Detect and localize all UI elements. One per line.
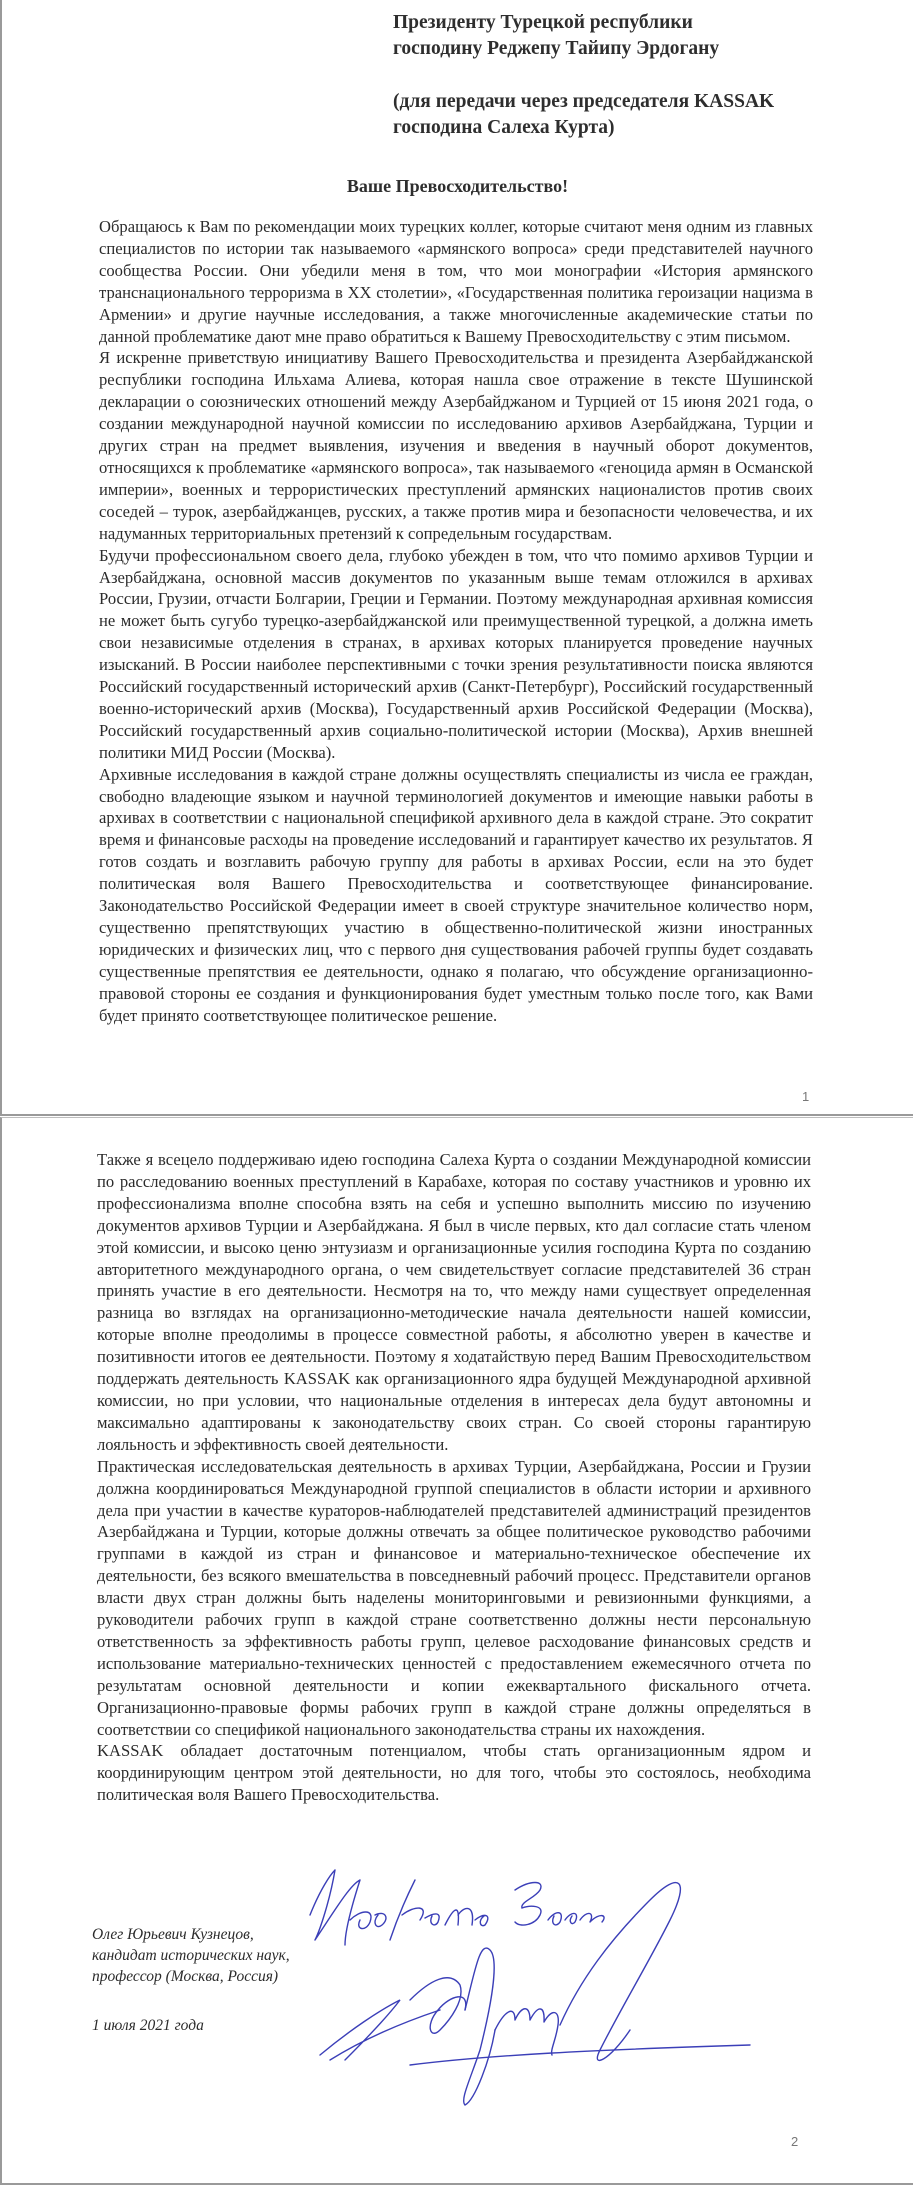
addressee-line: господина Салеха Курта) <box>393 117 615 138</box>
letter-date: 1 июля 2021 года <box>92 2017 204 2034</box>
paragraph: Архивные исследования в каждой стране должны осуществлять специалисты из числа ее граждан, свободно владеющие языком и научной терминологией документов и имеющие навыки работы в архивах в соответствии с национальной спецификой архивного дела в каждой стране. Это сократит время и финансовые расходы на проведение исследований и гарантирует качество их результатов. Я готов создать и возглавить рабочую группу для работы в архивах России, если на это будет политическая воля Вашего Превосходительства и соответствующее финансирование. Законодательство Российской Федерации имеет в своей структуре значительное количество норм, существенно препятствующих участию в общественно-политической жизни иностранных юридических и физических лиц, что с первого дня существования рабочей группы будет создавать существенные препятствия ее деятельности, однако я полагаю, что обсуждение организационно-правовой стороны ее создания и функционирования будет уместным только после того, как Вами будет принято соответствующее политическое решение. <box>99 764 813 1025</box>
page2-body <box>97 1149 811 1806</box>
paragraph: Также я всецело поддерживаю идею господина Салеха Курта о создании Международной комиссии по расследованию военных преступлений в Карабахе, которая по составу участников и уровню их профессионализма вполне способна взять на себя и успешно выполнить миссию по изучению документов архивов Турции и Азербайджана. Я был в числе первых, кто дал согласие стать членом этой комиссии, и высоко ценю энтузиазм и организационные усилия господина Курта по созданию авторитетного международного органа, о чем свидетельствует согласие представителей 36 стран принять участие в его деятельности. Несмотря на то, что между нами существует определенная разница во взглядах на организационно-методические начала деятельности нашей комиссии, которые вполне преодолимы в процессе совместной работы, я абсолютно уверен в качестве и позитивности итогов ее деятельности. Поэтому я ходатайствую перед Вашим Превосходительством поддержать деятельность KASSAK как организационного ядра будущей Международной архивной комиссии, но при условии, что национальные отделения в интересах дела будут автономны и максимально адаптированы к законодательству своих стран. Со своей стороны гарантирую лояльность и эффективность своей деятельности. <box>97 1150 811 1454</box>
addressee-line: Президенту Турецкой республики <box>393 12 693 33</box>
paragraph: Я искренне приветствую инициативу Вашего Превосходительства и президента Азербайджанской республики господина Ильхама Алиева, которая нашла свое отражение в тексте Шушинской декларации о союзнических отношений между Азербайджаном и Турцией от 15 июня 2021 года, о создании международной научной комиссии по исследованию архивов Азербайджана, Турции и других стран на предмет выявления, изучения и введения в научный оборот документов, относящихся к проблематике «армянского вопроса», так называемого «геноцида армян в Османской империи», военных и террористических преступлений армянских националистов против своих соседей – турок, азербайджанцев, русских, а также против мира и безопасности человечества, и их надуманных территориальных претензий к сопредельным государствам. <box>99 348 813 543</box>
paragraph: Обращаюсь к Вам по рекомендации моих турецких коллег, которые считают меня одним из главных специалистов по истории так называемого «армянского вопроса» среди представителей научного сообщества России. Они убедили меня в том, что мои монографии «История армянского транснационального терроризма в XX столетии», «Государственная политика героизации нацизма в Армении» и другие научные исследования, а также многочисленные академические статьи по данной проблематике дают мне право обратиться к Вашему Превосходительству с этим письмом. <box>99 217 813 346</box>
signatory-block <box>92 1924 290 1987</box>
signature-strokes <box>320 1883 750 2105</box>
signatory-title: профессор (Москва, Россия) <box>92 1968 279 1985</box>
paragraph: Будучи профессиональном своего дела, глубоко убежден в том, что что помимо архивов Турции и Азербайджана, основной массив документов по указанным выше темам отложился в архивах России, Грузии, отчасти Болгарии, Греции и Германии. Поэтому международная архивная комиссия не может быть сугубо турецко-азербайджанской или преимущественной турецкой, а должна иметь свои независимые отделения в странах, в архивах которых планируется проведение научных изысканий. В России наиболее перспективными с точки зрения результативности поиска являются Российский государственный исторический архив (Санкт-Петербург), Российский государственный военно-исторический архив (Москва), Государственный архив Российской Федерации (Москва), Российский государственный архив социально-политической истории (Москва), Архив внешней политики МИД России (Москва). <box>99 545 813 762</box>
addressee-block <box>393 10 873 141</box>
page-number: 1 <box>802 1089 810 1104</box>
paragraph: Практическая исследовательская деятельность в архивах Турции, Азербайджана, России и Грузии должна координироваться Международной группой специалистов в области истории и архивного дела при участии в качестве кураторов-наблюдателей представителей администраций президентов Азербайджана и Турции, которые должны отвечать за общее политическое руководство рабочими группами в каждой из стран и финансовое и материально-техническое обеспечение их деятельности, без всякого вмешательства в повседневный рабочий процесс. Представители органов власти двух стран должны быть наделены мониторинговыми и ревизионными функциями, а руководители рабочих групп в каждой стране соответственно должны нести персональную ответственность за эффективность работы групп, целевое расходование финансовых средств и использование материально-технических ценностей с предоставлением ежемесячного отчета по результатам основной деятельности и копии ежеквартального фискального отчета. Организационно-правовые формы рабочих групп в каждой стране должны определяться в соответствии со спецификой национального законодательства страны их нахождения. <box>97 1456 811 1739</box>
page-number: 2 <box>791 2134 799 2149</box>
signatory-degree: кандидат исторических наук, <box>92 1947 290 1964</box>
paragraph: KASSAK обладает достаточным потенциалом, чтобы стать организационным ядром и координирующим центром этой деятельности, но для того, чтобы это состоялось, необходима политическая воля Вашего Превосходительства. <box>97 1741 811 1805</box>
handwritten-note-strokes <box>310 1870 604 1945</box>
signatory-name: Олег Юрьевич Кузнецов, <box>92 1926 254 1943</box>
salutation: Ваше Превосходительство! <box>346 176 569 196</box>
addressee-line: господину Реджепу Тайипу Эрдогану <box>393 38 720 59</box>
page1-body <box>99 216 813 1027</box>
handwritten-signature <box>290 1860 770 2110</box>
addressee-line: (для передачи через председателя KASSAK <box>393 91 775 112</box>
